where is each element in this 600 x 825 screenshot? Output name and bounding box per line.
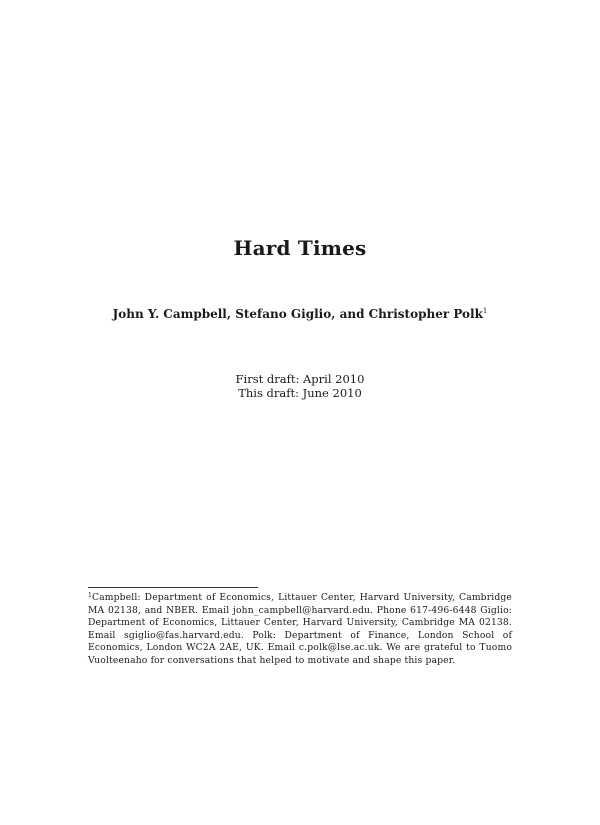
first-draft-date: First draft: April 2010 <box>235 372 365 386</box>
paper-title: Hard Times <box>233 236 367 260</box>
this-draft-date: This draft: June 2010 <box>238 386 362 400</box>
author-names: John Y. Campbell, Stefano Giglio, and Christopher Polk <box>112 307 483 321</box>
author-list <box>0 307 600 321</box>
draft-dates <box>0 372 600 400</box>
author-footnote-mark: 1 <box>482 307 488 315</box>
footnote-mark: 1 <box>88 592 92 599</box>
footnote-text: Campbell: Department of Economics, Littauer Center, Harvard University, Cambridge MA 02138, and NBER. Email john_campbell@harvard.edu. Phone 617-496-6448 Giglio: Department of Economics, Littauer Center, Harvard University, Cambridge MA 02138. Email sgiglio@fas.harvard.edu. Polk: Department of Finance, London School of Economics, London WC2A 2AE, UK. Email c.polk@lse.ac.uk. We are grateful to Tuomo Vuolteenaho for conversations that helped to motivate and shape this paper. <box>88 592 512 666</box>
footnote-rule <box>88 587 258 588</box>
footnote <box>88 590 512 668</box>
